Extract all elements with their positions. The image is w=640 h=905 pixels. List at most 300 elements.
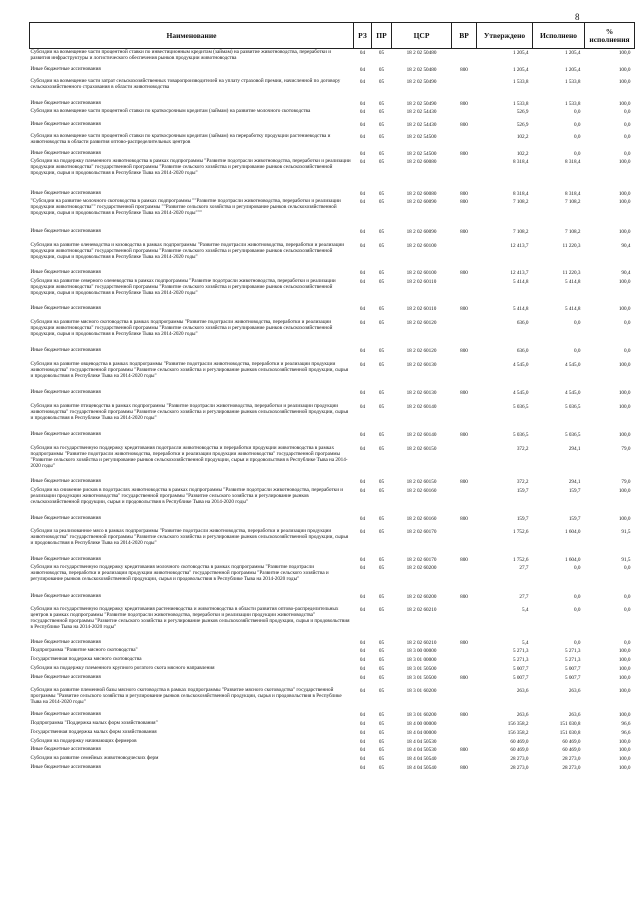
row-percent: 100,0 xyxy=(618,515,631,522)
row-rz: 04 xyxy=(359,347,366,354)
table-row xyxy=(30,720,635,729)
table-row xyxy=(30,49,635,66)
row-executed: 0,0 xyxy=(574,593,581,600)
row-csr: 18 2 02 60100 xyxy=(406,269,437,276)
page-number: 8 xyxy=(575,12,580,22)
row-vr xyxy=(452,242,477,269)
row-rz: 04 xyxy=(359,729,366,736)
row-percent: 100,0 xyxy=(618,403,631,410)
row-percent: 100,0 xyxy=(618,687,631,694)
row-approved: 1 752,6 xyxy=(512,556,529,563)
row-percent: 100,0 xyxy=(618,66,631,73)
table-row xyxy=(30,278,635,305)
row-percent: 100,0 xyxy=(618,431,631,438)
row-vr xyxy=(452,108,477,121)
row-executed: 60 469,0 xyxy=(562,738,581,745)
table-row xyxy=(30,319,635,347)
row-percent: 0,0 xyxy=(624,133,631,140)
row-rz: 04 xyxy=(359,755,366,762)
row-csr: 18 2 02 60200 xyxy=(406,593,437,600)
table-row xyxy=(30,361,635,389)
row-pr: 05 xyxy=(378,133,385,140)
row-vr xyxy=(452,78,477,100)
row-percent: 0,0 xyxy=(624,121,631,128)
row-pr: 05 xyxy=(378,687,385,694)
row-vr xyxy=(452,445,477,478)
row-executed: 1 205,4 xyxy=(564,66,581,73)
row-vr: 800 xyxy=(460,228,468,235)
row-name: Иные бюджетные ассигнования xyxy=(30,592,101,599)
row-pr: 05 xyxy=(378,528,385,535)
row-percent: 0,0 xyxy=(624,108,631,115)
row-pr: 05 xyxy=(378,242,385,249)
header-approved: Утверждено xyxy=(477,23,533,49)
row-pr: 05 xyxy=(378,319,385,326)
row-name: Иные бюджетные ассигнования xyxy=(30,763,101,770)
row-vr xyxy=(452,738,477,746)
row-pr: 05 xyxy=(378,656,385,663)
row-percent: 100,0 xyxy=(618,305,631,312)
row-percent: 0,0 xyxy=(624,319,631,326)
row-name: Субсидии на развитие мясного скотоводства в рамках подпрограммы "Развитие подотрасли животноводства, переработки и реализации продукции животноводства" государственной программы "Развитие сельского хозяйства и регулирование рынков сельскохозяйственной продукции, сырья и продовольствия в Республике Тыва на 2014-2020 годы" xyxy=(30,318,333,337)
row-approved: 7 108,2 xyxy=(512,198,529,205)
row-pr: 05 xyxy=(378,50,385,56)
table-row xyxy=(30,269,635,278)
row-executed: 0,0 xyxy=(574,639,581,646)
row-rz: 04 xyxy=(359,674,366,681)
row-csr: 18 2 02 60210 xyxy=(406,639,437,646)
table-row xyxy=(30,556,635,564)
row-rz: 04 xyxy=(359,564,366,571)
table-row xyxy=(30,515,635,528)
row-pr: 05 xyxy=(378,729,385,736)
row-vr: 800 xyxy=(460,190,468,197)
row-pr: 05 xyxy=(378,556,385,563)
row-vr: 800 xyxy=(460,150,468,157)
row-pr: 05 xyxy=(378,487,385,494)
row-vr xyxy=(452,656,477,665)
row-vr: 800 xyxy=(460,389,468,396)
table-header-row xyxy=(30,23,635,49)
row-approved: 60 469,0 xyxy=(510,746,529,753)
row-pr: 05 xyxy=(378,66,385,73)
row-percent: 100,0 xyxy=(618,711,631,718)
table-row xyxy=(30,121,635,133)
row-percent: 0,0 xyxy=(624,606,631,613)
row-percent: 0,0 xyxy=(624,639,631,646)
row-vr xyxy=(452,403,477,431)
row-rz: 04 xyxy=(359,269,366,276)
row-approved: 7 108,2 xyxy=(512,228,529,235)
row-pr: 05 xyxy=(378,665,385,672)
row-vr xyxy=(452,278,477,305)
row-vr xyxy=(452,720,477,729)
row-csr: 18 3 01 50500 xyxy=(406,665,437,672)
row-rz: 04 xyxy=(359,487,366,494)
row-percent: 100,0 xyxy=(618,228,631,235)
row-vr: 800 xyxy=(460,347,468,354)
row-approved: 5 036,5 xyxy=(512,431,529,438)
row-approved: 5,4 xyxy=(522,639,529,646)
row-percent: 100,0 xyxy=(618,665,631,672)
row-approved: 5 007,7 xyxy=(512,665,529,672)
table-row xyxy=(30,242,635,269)
row-name: Иные бюджетные ассигнования xyxy=(30,638,101,645)
row-executed: 294,1 xyxy=(568,478,581,485)
table-row xyxy=(30,487,635,515)
row-rz: 04 xyxy=(359,158,366,165)
row-name: Иные бюджетные ассигнования xyxy=(30,673,101,680)
row-executed: 11 220,3 xyxy=(562,269,581,276)
row-rz: 04 xyxy=(359,746,366,753)
table-row xyxy=(30,305,635,319)
row-vr xyxy=(452,528,477,556)
row-pr: 05 xyxy=(378,431,385,438)
row-approved: 28 273,0 xyxy=(510,764,529,771)
row-approved: 60 469,0 xyxy=(510,738,529,745)
table-body xyxy=(30,49,635,773)
row-vr: 800 xyxy=(460,674,468,681)
row-approved: 28 273,0 xyxy=(510,755,529,762)
row-executed: 0,0 xyxy=(574,133,581,140)
row-executed: 5 007,7 xyxy=(564,665,581,672)
row-rz: 04 xyxy=(359,687,366,694)
row-name: Иные бюджетные ассигнования xyxy=(30,120,101,127)
row-percent: 100,0 xyxy=(618,190,631,197)
row-executed: 5 007,7 xyxy=(564,674,581,681)
row-pr: 05 xyxy=(378,150,385,157)
row-rz: 04 xyxy=(359,278,366,285)
table-row xyxy=(30,66,635,78)
row-rz: 04 xyxy=(359,738,366,745)
row-pr: 05 xyxy=(378,746,385,753)
row-pr: 05 xyxy=(378,228,385,235)
table-row xyxy=(30,665,635,674)
row-vr xyxy=(452,133,477,150)
row-executed: 11 220,3 xyxy=(562,242,581,249)
row-csr: 18 2 02 60170 xyxy=(406,528,437,535)
row-pr: 05 xyxy=(378,198,385,205)
row-pr: 05 xyxy=(378,389,385,396)
row-approved: 263,6 xyxy=(516,711,529,718)
row-pr: 05 xyxy=(378,278,385,285)
row-rz: 04 xyxy=(359,556,366,563)
row-executed: 5 036,5 xyxy=(564,431,581,438)
table-row xyxy=(30,150,635,158)
row-percent: 100,0 xyxy=(618,656,631,663)
row-pr: 05 xyxy=(378,121,385,128)
row-rz: 04 xyxy=(359,100,366,107)
row-csr: 18 4 04 50530 xyxy=(406,738,437,745)
row-pr: 05 xyxy=(378,361,385,368)
row-approved: 27,7 xyxy=(519,593,529,600)
row-approved: 1 205,4 xyxy=(512,66,529,73)
table-row xyxy=(30,78,635,100)
row-approved: 159,7 xyxy=(516,487,529,494)
row-percent: 100,0 xyxy=(618,389,631,396)
row-rz: 04 xyxy=(359,319,366,326)
row-executed: 60 469,0 xyxy=(562,746,581,753)
table-row xyxy=(30,478,635,487)
row-pr: 05 xyxy=(378,711,385,718)
row-vr: 800 xyxy=(460,198,468,205)
row-csr: 18 2 02 60140 xyxy=(406,431,437,438)
table-row xyxy=(30,647,635,656)
row-vr xyxy=(452,729,477,738)
row-rz: 04 xyxy=(359,445,366,452)
row-rz: 04 xyxy=(359,78,366,85)
row-percent: 79,0 xyxy=(621,445,631,452)
row-pr: 05 xyxy=(378,755,385,762)
row-executed: 151 030,8 xyxy=(559,720,581,727)
table-row xyxy=(30,158,635,190)
row-executed: 4 545,0 xyxy=(564,361,581,368)
row-name: Субсидии на поддержку племенного крупного рогатого скота мясного направления xyxy=(30,664,215,671)
row-rz: 04 xyxy=(359,665,366,672)
row-approved: 8 318,4 xyxy=(512,158,529,165)
row-executed: 263,6 xyxy=(568,711,581,718)
row-percent: 0,0 xyxy=(624,347,631,354)
row-approved: 156 358,2 xyxy=(507,729,529,736)
row-percent: 90,4 xyxy=(621,269,631,276)
row-approved: 5 414,8 xyxy=(512,305,529,312)
row-approved: 263,6 xyxy=(516,687,529,694)
table-row xyxy=(30,431,635,445)
row-csr: 18 2 02 50480 xyxy=(406,50,437,56)
row-csr: 18 2 02 60150 xyxy=(406,478,437,485)
row-executed: 7 108,2 xyxy=(564,228,581,235)
row-executed: 5 414,8 xyxy=(564,278,581,285)
row-vr: 800 xyxy=(460,515,468,522)
row-csr: 18 2 02 50480 xyxy=(406,66,437,73)
row-approved: 526,9 xyxy=(516,121,529,128)
row-vr xyxy=(452,49,477,66)
table-row xyxy=(30,198,635,228)
row-approved: 1 205,4 xyxy=(512,50,529,56)
row-executed: 0,0 xyxy=(574,606,581,613)
row-name: Субсидии на развитие племенной базы мясного скотоводства в рамках подпрограммы "Развитие мясного скотоводства" государственной программы "Развитие сельского хозяйства и регулирование рынков сельскохозяйственной продукции, сырья и продовольствия в Республике Тыва на 2014-2020 годы" xyxy=(30,686,342,705)
header-csr: ЦСР xyxy=(392,23,452,49)
row-rz: 04 xyxy=(359,647,366,654)
row-vr: 800 xyxy=(460,593,468,600)
row-pr: 05 xyxy=(378,100,385,107)
row-executed: 294,1 xyxy=(568,445,581,452)
row-approved: 4 545,0 xyxy=(512,389,529,396)
row-name: Государственная поддержка мясного скотоводства xyxy=(30,655,142,662)
row-vr xyxy=(452,361,477,389)
row-vr xyxy=(452,319,477,347)
table-row xyxy=(30,445,635,478)
row-csr: 18 3 01 50500 xyxy=(406,674,437,681)
row-name: Иные бюджетные ассигнования xyxy=(30,745,101,752)
row-approved: 1 752,6 xyxy=(512,528,529,535)
row-csr: 18 4 04 50530 xyxy=(406,746,437,753)
row-executed: 7 108,2 xyxy=(564,198,581,205)
row-rz: 04 xyxy=(359,764,366,771)
row-executed: 159,7 xyxy=(568,515,581,522)
row-csr: 18 4 04 50540 xyxy=(406,764,437,771)
row-name: Иные бюджетные ассигнования xyxy=(30,149,101,156)
row-name: Государственная поддержка малых форм хозяйствования xyxy=(30,728,157,735)
table-row xyxy=(30,564,635,593)
row-pr: 05 xyxy=(378,639,385,646)
table-row xyxy=(30,674,635,687)
row-name: Подпрограмма "Развитие мясного скотоводства" xyxy=(30,646,138,653)
table-row xyxy=(30,729,635,738)
row-csr: 18 2 02 60160 xyxy=(406,487,437,494)
row-percent: 100,0 xyxy=(618,755,631,762)
row-executed: 5 271,3 xyxy=(564,656,581,663)
row-csr: 18 2 02 60120 xyxy=(406,319,437,326)
row-rz: 04 xyxy=(359,228,366,235)
row-approved: 1 533,8 xyxy=(512,100,529,107)
row-executed: 0,0 xyxy=(574,319,581,326)
row-name: Иные бюджетные ассигнования xyxy=(30,227,101,234)
row-name: Субсидии на государственную поддержку кредитования подотрасли животноводства и переработки продукции животноводства в рамках подпрограммы "Развитие подотрасли животноводства, переработки и реализации продукции животноводства" государственной программы "Развитие сельского хозяйства и регулирование рынков сельскохозяйственной продукции, сырья и продовольствия в Республике Тыва на 2014-2020 годы" xyxy=(30,444,348,469)
row-name: Субсидии на снижение рисков в подотраслях животноводства в рамках подпрограммы "Развитие подотрасли животноводства, переработки и реализации продукции животноводства" государственной программы "Развитие сельского хозяйства и регулирование рынков сельскохозяйственной продукции, сырья и продовольствия в Республике Тыва на 2014-2020 годы" xyxy=(30,486,344,505)
row-vr xyxy=(452,687,477,711)
row-csr: 18 2 02 60170 xyxy=(406,556,437,563)
row-approved: 159,7 xyxy=(516,515,529,522)
row-rz: 04 xyxy=(359,242,366,249)
row-csr: 18 2 02 60160 xyxy=(406,515,437,522)
row-pr: 05 xyxy=(378,606,385,613)
row-vr: 800 xyxy=(460,305,468,312)
row-csr: 18 2 02 60200 xyxy=(406,564,437,571)
row-pr: 05 xyxy=(378,674,385,681)
row-name: Иные бюджетные ассигнования xyxy=(30,304,101,311)
table-row xyxy=(30,687,635,711)
row-executed: 151 030,8 xyxy=(559,729,581,736)
row-pr: 05 xyxy=(378,108,385,115)
row-approved: 102,2 xyxy=(516,150,529,157)
row-approved: 636,0 xyxy=(516,319,529,326)
row-vr: 800 xyxy=(460,269,468,276)
row-pr: 05 xyxy=(378,190,385,197)
row-vr: 800 xyxy=(460,100,468,107)
row-percent: 100,0 xyxy=(618,158,631,165)
row-executed: 5 271,3 xyxy=(564,647,581,654)
row-vr: 800 xyxy=(460,478,468,485)
row-pr: 05 xyxy=(378,738,385,745)
row-csr: 18 2 02 60110 xyxy=(406,278,437,285)
table-row xyxy=(30,755,635,764)
row-approved: 372,2 xyxy=(516,445,529,452)
row-approved: 5 414,8 xyxy=(512,278,529,285)
row-executed: 1 604,0 xyxy=(564,556,581,563)
row-vr: 800 xyxy=(460,711,468,718)
row-approved: 4 545,0 xyxy=(512,361,529,368)
budget-table xyxy=(29,22,635,773)
table-row xyxy=(30,606,635,639)
row-percent: 100,0 xyxy=(618,78,631,85)
row-csr: 18 2 02 60150 xyxy=(406,445,437,452)
row-csr: 18 2 02 54430 xyxy=(406,108,437,115)
row-executed: 0,0 xyxy=(574,121,581,128)
row-vr xyxy=(452,755,477,764)
row-approved: 1 533,8 xyxy=(512,78,529,85)
row-csr: 18 2 02 60120 xyxy=(406,347,437,354)
row-pr: 05 xyxy=(378,78,385,85)
row-executed: 1 533,8 xyxy=(564,78,581,85)
row-vr xyxy=(452,647,477,656)
row-pr: 05 xyxy=(378,478,385,485)
row-pr: 05 xyxy=(378,347,385,354)
row-vr: 800 xyxy=(460,556,468,563)
table-row xyxy=(30,764,635,773)
table-row xyxy=(30,100,635,108)
row-csr: 18 4 00 00000 xyxy=(406,720,437,727)
table-row xyxy=(30,228,635,242)
header-percent: % исполнения xyxy=(585,23,635,49)
row-percent: 100,0 xyxy=(618,278,631,285)
row-pr: 05 xyxy=(378,403,385,410)
row-rz: 04 xyxy=(359,720,366,727)
header-name: Наименование xyxy=(30,23,354,49)
row-executed: 1 533,8 xyxy=(564,100,581,107)
row-rz: 04 xyxy=(359,606,366,613)
row-csr: 18 3 01 60200 xyxy=(406,711,437,718)
row-csr: 18 3 01 60200 xyxy=(406,687,437,694)
row-percent: 100,0 xyxy=(618,674,631,681)
row-csr: 18 2 02 50490 xyxy=(406,100,437,107)
row-name: Субсидии на развитие птицеводства в рамках подпрограммы "Развитие подотрасли животноводства, переработки и реализации продукции животноводства" государственной программы "Развитие сельского хозяйства и регулирование рынков сельскохозяйственной продукции, сырья и продовольствия в Республике Тыва на 2014-2020 годы" xyxy=(30,402,349,421)
row-percent: 0,0 xyxy=(624,564,631,571)
row-executed: 0,0 xyxy=(574,150,581,157)
row-name: Субсидии на государственную поддержку кредитования молочного скотоводства в рамках подпрограммы "Развитие подотрасли животноводства, переработки и реализации продукции животноводства" государственной программы "Развитие сельского хозяйства и регулирование рынков сельскохозяйственной продукции, сырья и продовольствия в Республике Тыва на 2014-2020 годы" xyxy=(30,563,329,582)
row-percent: 100,0 xyxy=(618,100,631,107)
row-executed: 1 604,0 xyxy=(564,528,581,535)
table-row xyxy=(30,593,635,606)
row-csr: 18 3 01 00000 xyxy=(406,656,437,663)
row-rz: 04 xyxy=(359,593,366,600)
row-executed: 263,6 xyxy=(568,687,581,694)
row-approved: 102,2 xyxy=(516,133,529,140)
row-csr: 18 4 04 00000 xyxy=(406,729,437,736)
table-row xyxy=(30,389,635,403)
row-csr: 18 2 02 54430 xyxy=(406,121,437,128)
row-approved: 372,2 xyxy=(516,478,529,485)
row-csr: 18 2 02 60090 xyxy=(406,228,437,235)
row-vr: 800 xyxy=(460,764,468,771)
row-name: Субсидии на возмещение части затрат сельскохозяйственных товаропроизводителей на уплату страховой премии, начисленной по договору сельскохозяйственного страхования в области животноводства xyxy=(30,77,341,90)
row-executed: 28 273,0 xyxy=(562,764,581,771)
table-row xyxy=(30,738,635,746)
row-executed: 5 036,5 xyxy=(564,403,581,410)
table-row xyxy=(30,639,635,647)
table-row xyxy=(30,347,635,361)
row-csr: 18 2 02 60100 xyxy=(406,242,437,249)
row-percent: 100,0 xyxy=(618,487,631,494)
row-approved: 636,0 xyxy=(516,347,529,354)
row-approved: 5 271,3 xyxy=(512,656,529,663)
table-row xyxy=(30,403,635,431)
row-name: Субсидии на поддержку племенного животноводства в рамках подпрограммы "Развитие подотрасли животноводства, переработки и реализации продукции животноводства" государственной программы "Развитие сельского хозяйства и регулирование рынков сельскохозяйственной продукции, сырья и продовольствия в Республике Тыва на 2014-2020 годы" xyxy=(30,157,351,176)
row-percent: 100,0 xyxy=(618,647,631,654)
row-csr: 18 2 02 60090 xyxy=(406,198,437,205)
row-pr: 05 xyxy=(378,445,385,452)
row-csr: 18 2 02 60110 xyxy=(406,305,437,312)
row-rz: 04 xyxy=(359,66,366,73)
row-percent: 96,6 xyxy=(621,720,631,727)
row-vr: 800 xyxy=(460,431,468,438)
row-csr: 18 2 02 60080 xyxy=(406,190,437,197)
header-executed: Исполнено xyxy=(533,23,585,49)
row-vr xyxy=(452,158,477,190)
row-vr: 800 xyxy=(460,121,468,128)
row-rz: 04 xyxy=(359,361,366,368)
row-executed: 8 318,4 xyxy=(564,190,581,197)
